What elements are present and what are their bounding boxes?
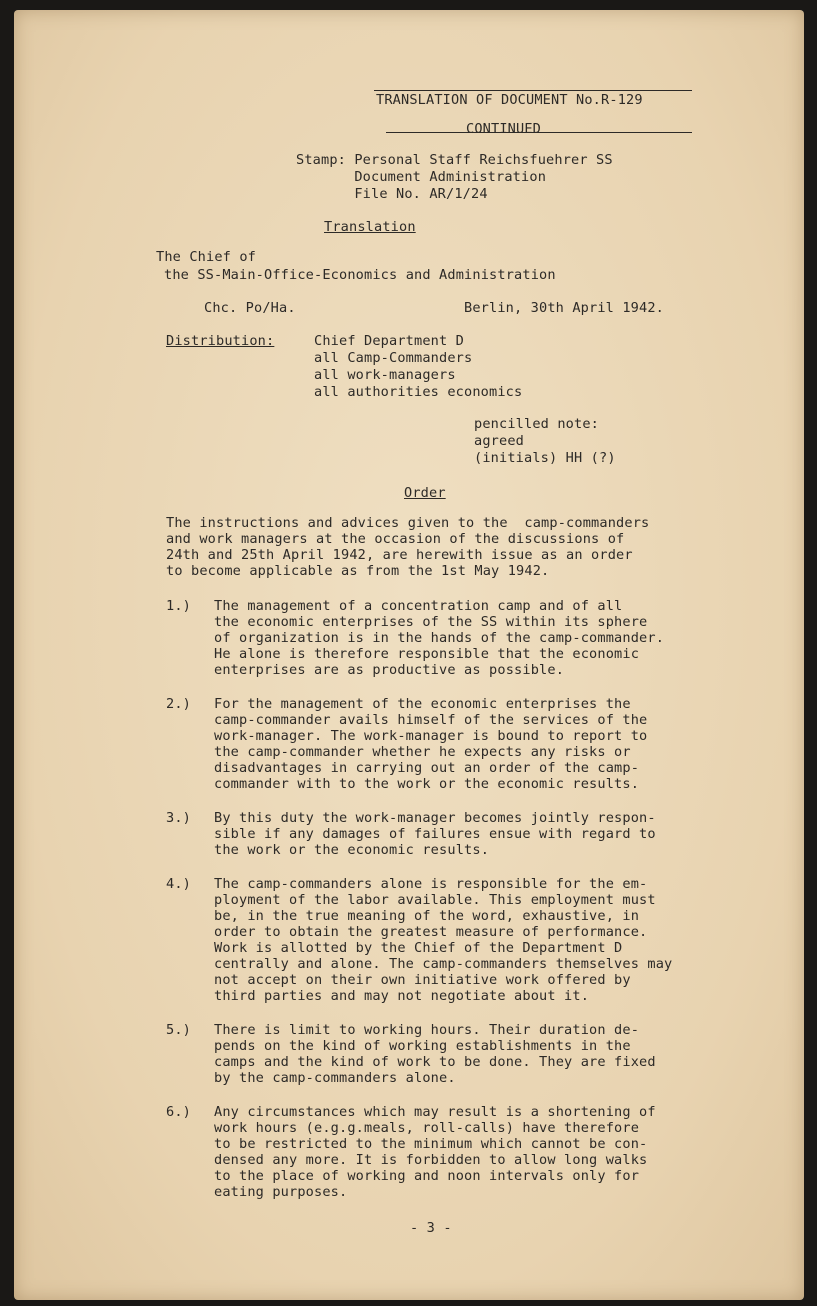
paragraph-line: There is limit to working hours. Their duration de-: [214, 1022, 640, 1038]
paragraph-line: camps and the kind of work to be done. They are fixed: [214, 1054, 656, 1070]
paragraph-line: to the place of working and noon intervals only for: [214, 1168, 640, 1184]
paragraph-number: 6.): [166, 1104, 192, 1120]
paragraph-line: not accept on their own initiative work offered by: [214, 972, 631, 988]
stamp-line-3: File No. AR/1/24: [296, 186, 488, 202]
translation-heading: Translation: [324, 219, 416, 235]
paragraph-line: the work or the economic results.: [214, 842, 490, 858]
paragraph-line: He alone is therefore responsible that the economic: [214, 646, 640, 662]
paragraph-line: By this duty the work-manager becomes jointly respon-: [214, 810, 656, 826]
document-page: [14, 10, 804, 1300]
paragraph-line: Any circumstances which may result is a shortening of: [214, 1104, 656, 1120]
paragraph-line: pends on the kind of working establishments in the: [214, 1038, 631, 1054]
paragraph-line: the camp-commander whether he expects any risks or: [214, 744, 631, 760]
pencilled-note-line: agreed: [474, 433, 525, 449]
paragraph-line: sible if any damages of failures ensue with regard to: [214, 826, 656, 842]
paragraph-line: the economic enterprises of the SS within its sphere: [214, 614, 648, 630]
paragraph-line: eating purposes.: [214, 1184, 348, 1200]
paragraph-line: work hours (e.g.g.meals, roll-calls) have therefore: [214, 1120, 640, 1136]
order-heading: Order: [404, 485, 446, 501]
paragraph-line: commander with to the work or the economic results.: [214, 776, 640, 792]
sender-line-1: The Chief of: [156, 249, 257, 265]
paragraph-line: densed any more. It is forbidden to allow long walks: [214, 1152, 648, 1168]
distribution-label: Distribution:: [166, 333, 275, 349]
intro-line: The instructions and advices given to the camp-commanders: [166, 515, 650, 531]
paragraph-number: 3.): [166, 810, 192, 826]
page-number: - 3 -: [410, 1220, 452, 1236]
paragraph-line: For the management of the economic enterprises the: [214, 696, 631, 712]
intro-line: and work managers at the occasion of the discussions of: [166, 531, 625, 547]
distribution-recipient: all work-managers: [314, 367, 456, 383]
translation-title: TRANSLATION OF DOCUMENT No.R-129: [376, 92, 643, 108]
reference-code: Chc. Po/Ha.: [204, 300, 296, 316]
paragraph-number: 2.): [166, 696, 192, 712]
paragraph-line: camp-commander avails himself of the services of the: [214, 712, 648, 728]
paragraph-line: The management of a concentration camp and of all: [214, 598, 623, 614]
paragraph-line: work-manager. The work-manager is bound to report to: [214, 728, 648, 744]
distribution-recipient: all Camp-Commanders: [314, 350, 473, 366]
paragraph-line: order to obtain the greatest measure of performance.: [214, 924, 648, 940]
distribution-recipient: all authorities economics: [314, 384, 523, 400]
pencilled-note-line: pencilled note:: [474, 416, 600, 432]
continued-label: CONTINUED: [466, 121, 542, 137]
pencilled-note-line: (initials) HH (?): [474, 450, 616, 466]
paragraph-line: disadvantages in carrying out an order of the camp-: [214, 760, 640, 776]
paragraph-number: 5.): [166, 1022, 192, 1038]
distribution-recipient: Chief Department D: [314, 333, 465, 349]
paragraph-number: 4.): [166, 876, 192, 892]
intro-line: to become applicable as from the 1st May 1942.: [166, 563, 550, 579]
paragraph-line: to be restricted to the minimum which cannot be con-: [214, 1136, 648, 1152]
intro-line: 24th and 25th April 1942, are herewith issue as an order: [166, 547, 633, 563]
paragraph-line: ployment of the labor available. This employment must: [214, 892, 656, 908]
paragraph-line: Work is allotted by the Chief of the Department D: [214, 940, 623, 956]
sender-line-2: the SS-Main-Office-Economics and Administration: [164, 267, 556, 283]
paragraph-number: 1.): [166, 598, 192, 614]
paragraph-line: centrally and alone. The camp-commanders themselves may: [214, 956, 673, 972]
paragraph-line: The camp-commanders alone is responsible for the em-: [214, 876, 648, 892]
paragraph-line: enterprises are as productive as possible.: [214, 662, 565, 678]
paragraph-line: be, in the true meaning of the word, exhaustive, in: [214, 908, 640, 924]
stamp-line-2: Document Administration: [296, 169, 547, 185]
stamp-line-1: Stamp: Personal Staff Reichsfuehrer SS: [296, 152, 613, 168]
paragraph-line: of organization is in the hands of the camp-commander.: [214, 630, 665, 646]
paragraph-line: by the camp-commanders alone.: [214, 1070, 456, 1086]
paragraph-line: third parties and may not negotiate about it.: [214, 988, 590, 1004]
place-date: Berlin, 30th April 1942.: [464, 300, 665, 316]
